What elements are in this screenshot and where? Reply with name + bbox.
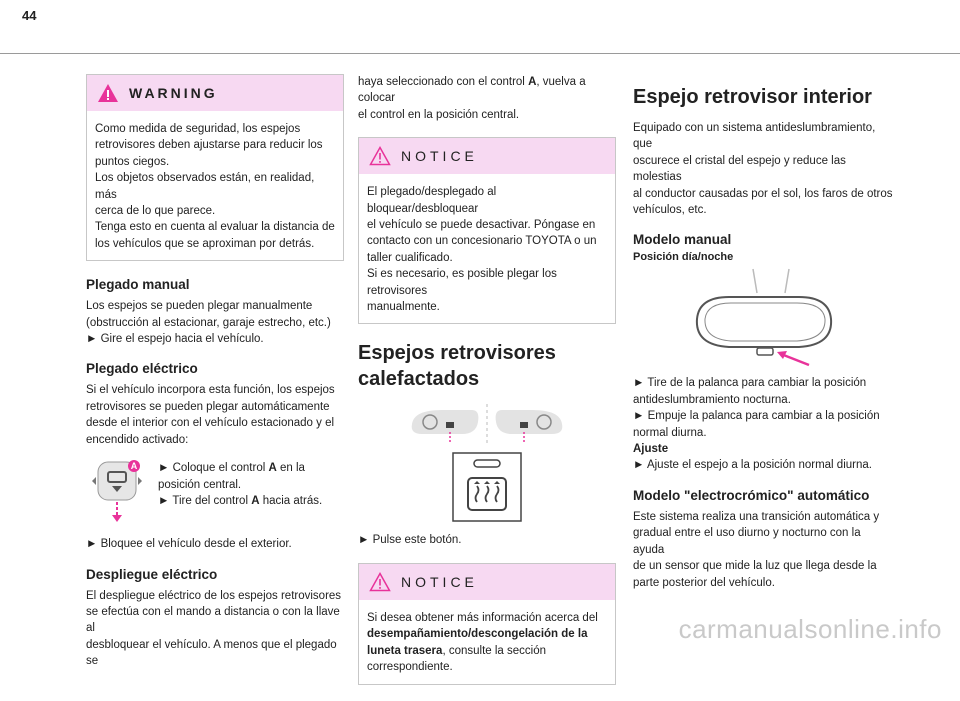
- step-text: hacia atrás.: [259, 494, 323, 507]
- notice-bold: luneta trasera: [367, 644, 443, 657]
- paragraph-line: ► Gire el espejo hacia el vehículo.: [86, 333, 264, 346]
- heading-heated-mirrors: [358, 340, 616, 392]
- notice-line-bold: desempañamiento/descongelación de la: [367, 628, 588, 641]
- notice-line: correspondiente.: [367, 661, 453, 674]
- paragraph-line: parte posterior del vehículo.: [633, 576, 775, 589]
- paragraph-line: oscurece el cristal del espejo y reduce las molestias: [633, 154, 846, 184]
- notice-line: el vehículo se puede desactivar. Póngase en: [367, 219, 596, 232]
- heading-plegado-manual: Plegado manual: [86, 277, 190, 293]
- notice-body: [359, 600, 615, 684]
- warning-icon: [97, 83, 119, 103]
- fold-step-3: ► Bloquee el vehículo desde el exterior.: [86, 538, 292, 551]
- warning-body: [87, 111, 343, 260]
- fold-step-2: [158, 493, 322, 509]
- heading-despliegue: Despliegue eléctrico: [86, 566, 218, 582]
- column-3: [633, 84, 895, 591]
- paragraph-line: Si el vehículo incorpora esta función, los espejos: [86, 384, 335, 397]
- heated-mirrors-icon: [402, 402, 572, 446]
- step-bold: A: [268, 462, 277, 475]
- notice-line: Si es necesario, es posible plegar los retrovisores: [367, 268, 557, 297]
- heading-line: Espejos retrovisores: [358, 342, 556, 365]
- paragraph-line: gradual entre el uso diurno y nocturno con la ayuda: [633, 527, 861, 556]
- fold-steps: [158, 458, 322, 524]
- step-text: ► Coloque el control: [158, 462, 269, 475]
- warning-line: retrovisores deben ajustarse para reducir los: [95, 139, 323, 152]
- paragraph-line: Este sistema realiza una transición automática y: [633, 510, 880, 523]
- rearview-mirror-figure: [633, 269, 895, 369]
- warning-line: puntos ciegos.: [95, 155, 170, 168]
- paragraph-line: retrovisores se pueden plegar automáticamente: [86, 400, 330, 413]
- intro-text: haya seleccionado con el control: [358, 76, 529, 88]
- heated-mirrors-figure: [358, 402, 616, 446]
- warning-title: WARNING: [129, 85, 218, 101]
- warning-line: Como medida de seguridad, los espejos: [95, 123, 301, 135]
- paragraph-line: normal diurna.: [633, 426, 707, 439]
- paragraph-line: al conductor causadas por el sol, los faros de otros: [633, 187, 893, 200]
- notice-line: taller cualificado.: [367, 251, 453, 264]
- rearview-mirror-icon: [689, 269, 839, 369]
- defrost-button-figure: [358, 452, 616, 522]
- notice-body: [359, 174, 615, 323]
- intro-text: , vuelva a colocar: [358, 76, 586, 105]
- paragraph-line: El despliegue eléctrico de los espejos retrovisores: [86, 589, 342, 602]
- step-text: ► Tire del control: [158, 494, 252, 507]
- intro-bold: A: [528, 76, 537, 88]
- paragraph-line: antideslumbramiento nocturna.: [633, 393, 791, 406]
- subheading-ajuste: Ajuste: [633, 443, 669, 456]
- notice-title: NOTICE: [401, 573, 478, 590]
- fold-step-1-line2: posición central.: [158, 478, 242, 491]
- notice-title: NOTICE: [401, 148, 478, 165]
- notice-text: , consulte la sección: [442, 644, 546, 657]
- notice-line: contacto con un concesionario TOYOTA o un: [367, 235, 597, 248]
- control-a-label: A: [130, 461, 138, 472]
- notice-icon: [369, 572, 391, 592]
- heading-line: calefactados: [358, 368, 480, 391]
- intro-line-1: [358, 74, 616, 107]
- notice-icon: [369, 146, 391, 166]
- step-text: en la: [276, 462, 305, 475]
- heading-modelo-manual: Modelo manual: [633, 232, 732, 248]
- notice-line: manualmente.: [367, 301, 440, 314]
- paragraph-line: de un sensor que mide la luz que llega desde la: [633, 560, 877, 573]
- page-number: 44: [22, 8, 37, 23]
- paragraph-line: se efectúa con el mando a distancia o con la llave al: [86, 605, 340, 635]
- notice-box-2: [358, 563, 616, 685]
- notice-header: [359, 138, 615, 174]
- defrost-button-icon[interactable]: [452, 452, 522, 522]
- warning-header: [87, 75, 343, 111]
- fold-step-1: [158, 460, 322, 476]
- heading-plegado-electrico: Plegado eléctrico: [86, 361, 198, 377]
- header-rule: [0, 53, 960, 54]
- press-button-step: ► Pulse este botón.: [358, 534, 462, 547]
- subheading-posicion: Posición día/noche: [633, 251, 734, 264]
- notice-line: El plegado/desplegado al bloquear/desbloquear: [367, 186, 497, 215]
- paragraph-line: vehículos, etc.: [633, 204, 707, 217]
- paragraph-line: (obstrucción al estacionar, garaje estrecho, etc.): [86, 316, 331, 329]
- warning-line: los vehículos que se aproximan por detrás.: [95, 237, 315, 250]
- notice-header: [359, 564, 615, 600]
- watermark: carmanualsonline.info: [678, 614, 942, 644]
- warning-line: Tenga esto en cuenta al evaluar la distancia de: [95, 221, 335, 234]
- paragraph-line: desde el interior con el vehículo estacionado y el: [86, 417, 335, 430]
- notice-box-1: [358, 137, 616, 324]
- mirror-control-figure-row: [86, 458, 344, 524]
- column-2: [358, 74, 616, 701]
- mirror-fold-control-icon: [86, 458, 148, 524]
- paragraph-line: ► Ajuste el espejo a la posición normal diurna.: [633, 459, 872, 472]
- heading-electrocromico: Modelo "electrocrómico" automático: [633, 487, 870, 503]
- paragraph-line: desbloquear el vehículo. A menos que el plegado se: [86, 638, 337, 668]
- paragraph-line: ► Empuje la palanca para cambiar a la posición: [633, 410, 880, 423]
- intro-line-2: el control en la posición central.: [358, 108, 520, 121]
- heading-interior-mirror: Espejo retrovisor interior: [633, 86, 872, 108]
- paragraph-line: Los espejos se pueden plegar manualmente: [86, 300, 313, 313]
- paragraph-line: encendido activado:: [86, 433, 189, 446]
- paragraph-line: ► Tire de la palanca para cambiar la posición: [633, 377, 867, 390]
- notice-line: Si desea obtener más información acerca del: [367, 611, 598, 624]
- step-bold: A: [251, 494, 260, 507]
- warning-line: cerca de lo que parece.: [95, 205, 216, 218]
- paragraph-line: Equipado con un sistema antideslumbramiento, que: [633, 122, 876, 151]
- warning-box: [86, 74, 344, 261]
- notice-line: [367, 643, 607, 659]
- warning-line: Los objetos observados están, en realidad, más: [95, 172, 315, 201]
- column-1: [86, 74, 344, 670]
